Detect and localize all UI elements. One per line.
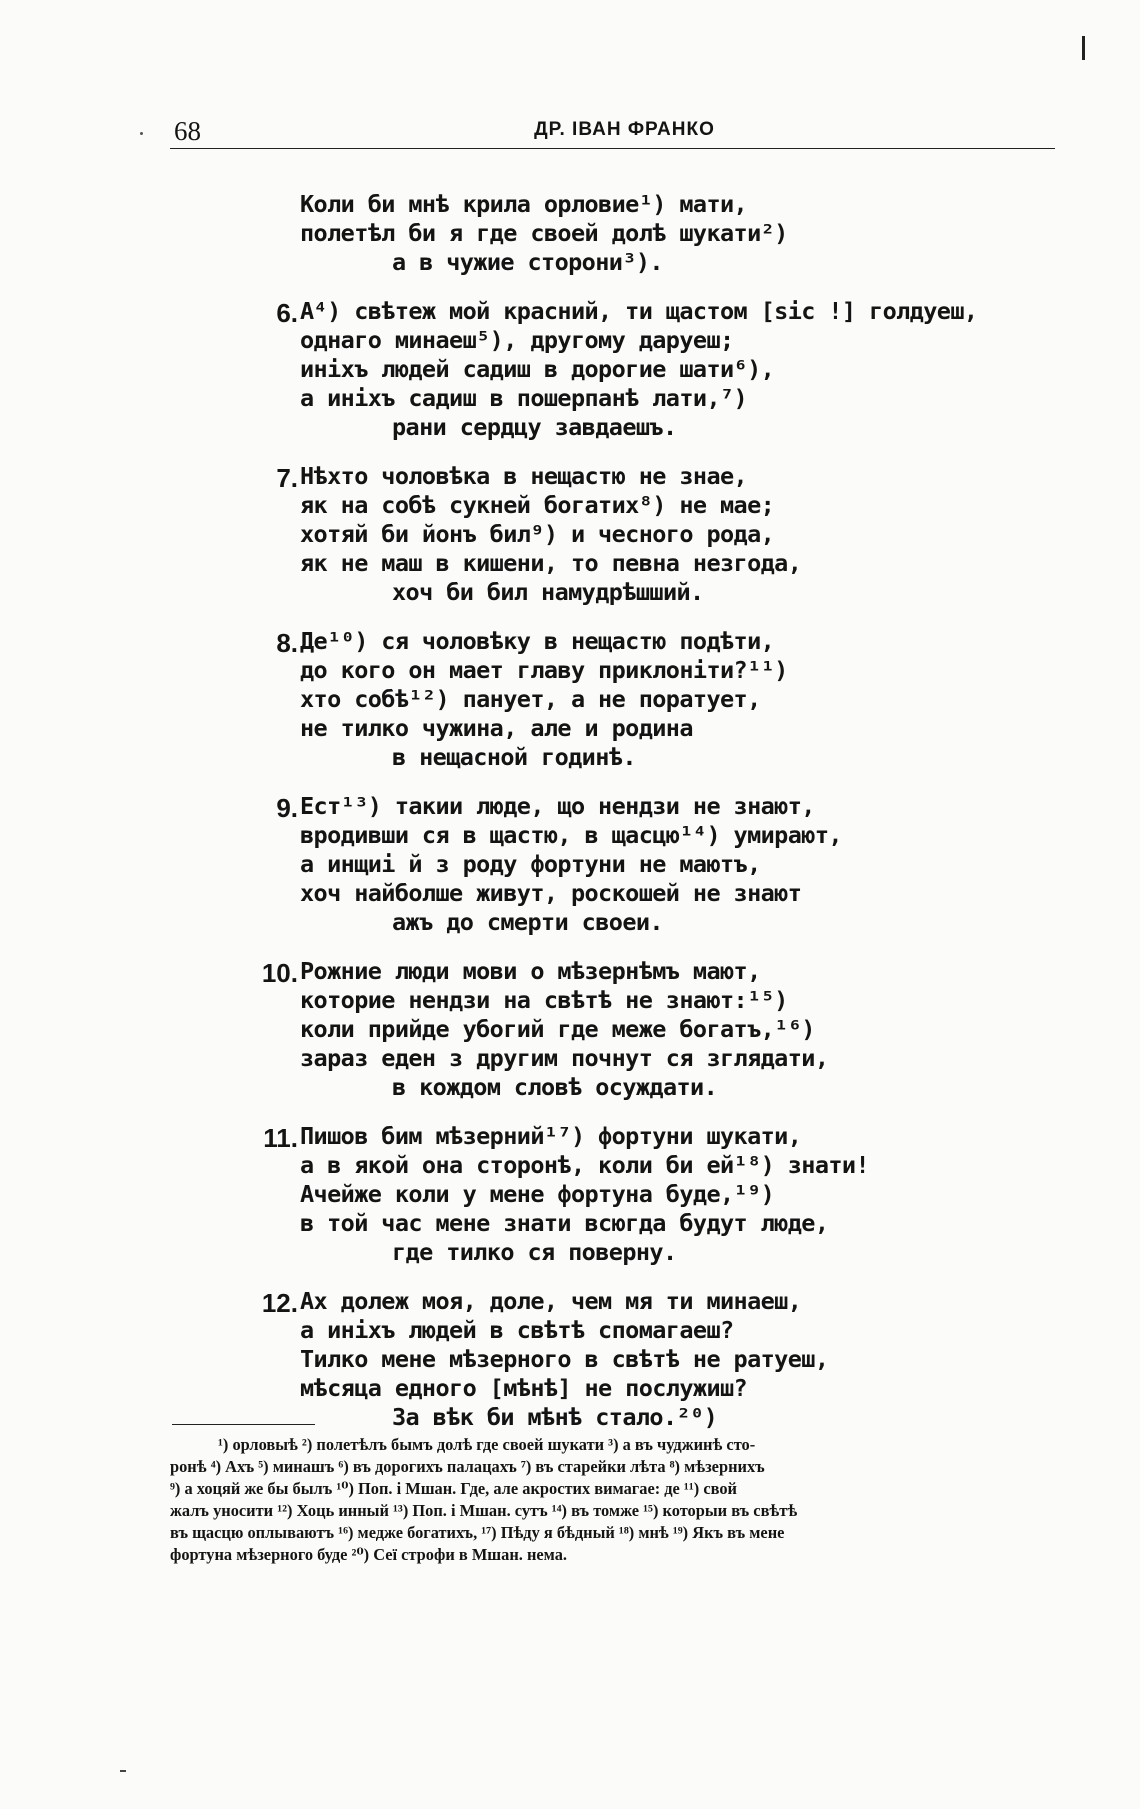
verse-line: которие нендзи на свѣтѣ не знают:¹⁵): [300, 986, 788, 1014]
verse-line: мѣсяца едного [мѣнѣ] не послужиш?: [300, 1374, 748, 1402]
scan-bottom-mark: [120, 1770, 126, 1772]
verse-line: хоч найболше живут, роскошей не знают: [300, 879, 802, 907]
verse-line: Коли би мнѣ крила орловие¹) мати,: [300, 190, 748, 218]
footnote-line: ¹) орловыѣ ²) полетѣлъ бымъ долѣ где своей шукати ³) а въ чуджинѣ сто-: [218, 1435, 756, 1454]
verse-line: як не маш в кишени, то певна незгода,: [300, 549, 802, 577]
verse-line: Ах долеж моя, доле, чем мя ти минаеш,: [300, 1287, 802, 1315]
verse-line: За вѣк би мѣнѣ стало.²⁰): [392, 1403, 718, 1431]
verse-line: зараз еден з другим почнут ся зглядати,: [300, 1044, 829, 1072]
verse-line: коли прийде убогий где меже богатъ,¹⁶): [300, 1015, 815, 1043]
verse-line: а иніхъ людей в свѣтѣ спомагаеш?: [300, 1316, 734, 1344]
verse-line: не тилко чужина, але и родина: [300, 714, 693, 742]
verse-line: в той час мене знати всюгда будут люде,: [300, 1209, 829, 1237]
footnote-line: ⁹) а хоцяй же бы былъ ¹⁰) Поп. і Мшан. Где, але акростих вимагае: де ¹¹) свой: [170, 1479, 737, 1498]
running-title: ДР. ІВАН ФРАНКО: [534, 119, 715, 140]
stanza: [261, 957, 1060, 1102]
page-header: [170, 114, 1055, 149]
verse-line: в нещасной годинѣ.: [392, 743, 636, 771]
verse-line: а инщиі й з роду фортуни не маютъ,: [300, 850, 761, 878]
verse-line: а в чужие сторони³).: [392, 248, 663, 276]
footnote-separator: [172, 1424, 315, 1425]
verse-line: А⁴) свѣтеж мой красний, ти щастом [sic !] голдуеш,: [300, 297, 978, 325]
verse-line: Тилко мене мѣзерного в свѣтѣ не ратуеш,: [300, 1345, 829, 1373]
verse-line: Ест¹³) такии люде, що нендзи не знают,: [300, 792, 815, 820]
verse-line: рани сердцу завдаешъ.: [392, 413, 677, 441]
stanza: [300, 190, 1060, 277]
verse-line: где тилко ся поверну.: [392, 1238, 677, 1266]
verse-line: иніхъ людей садиш в дорогие шати⁶),: [300, 355, 775, 383]
verse-line: однаго минаеш⁵), другому даруеш;: [300, 326, 734, 354]
stanza-number: 10.: [261, 958, 298, 988]
stanza-number: 12.: [261, 1288, 298, 1318]
verse-line: Пишов бим мѣзерний¹⁷) фортуни шукати,: [300, 1122, 802, 1150]
page-number: 68: [174, 116, 201, 146]
footnotes: [170, 1434, 1058, 1566]
verse-line: Ачейже коли у мене фортуна буде,¹⁹): [300, 1180, 775, 1208]
verse-line: а в якой она сторонѣ, коли би ей¹⁸) знати!: [300, 1151, 870, 1179]
verse-line: полетѣл би я где своей долѣ шукати²): [300, 219, 788, 247]
stanza: [276, 297, 1060, 442]
verse-line: як на собѣ сукней богатих⁸) не мае;: [300, 491, 775, 519]
stanza: [276, 627, 1060, 772]
verse-line: хотяй би йонъ бил⁹) и чесного рода,: [300, 520, 775, 548]
footnote-line: ронѣ ⁴) Ахъ ⁵) минашъ ⁶) въ дорогихъ палацахъ ⁷) въ старейки лѣта ⁸) мѣзерниxъ: [170, 1457, 765, 1476]
verse-line: Рожние люди мови о мѣзернѣмъ мают,: [300, 957, 761, 985]
verse-line: в кождом словѣ осуждати.: [392, 1073, 718, 1101]
stanza: [261, 1287, 1060, 1432]
poem-body: [261, 190, 1060, 1452]
stanza-number: 7.: [276, 463, 298, 493]
stanza-number: 8.: [276, 628, 298, 658]
footnote-line: въ щасцю оплываютъ ¹⁶) медже богатихъ, ¹⁷) Пѣду я бѣдный ¹⁸) мнѣ ¹⁹) Якъ въ мене: [170, 1523, 785, 1542]
verse-line: а иніхъ садиш в пошерпанѣ лати,⁷): [300, 384, 748, 412]
stanza-number: 9.: [276, 793, 298, 823]
stanza-number: 11.: [263, 1123, 298, 1153]
stanza-number: 6.: [276, 298, 298, 328]
verse-line: до кого он мает главу приклоніти?¹¹): [300, 656, 788, 684]
footnote-line: фортуна мѣзерного буде ²⁰) Сеї строфи в Мшан. нема.: [170, 1545, 568, 1564]
verse-line: хто собѣ¹²) панует, а не поратует,: [300, 685, 761, 713]
verse-line: Де¹⁰) ся чоловѣку в нещастю подѣти,: [300, 627, 775, 655]
stanza: [276, 462, 1060, 607]
verse-line: Нѣхто чоловѣка в нещастю не знае,: [300, 462, 748, 490]
stanza: [276, 792, 1060, 937]
verse-line: вродивши ся в щастю, в щасцю¹⁴) умирают,: [300, 821, 842, 849]
stanza: [263, 1122, 1060, 1267]
verse-line: ажъ до смерти своеи.: [392, 908, 663, 936]
verse-line: хоч би бил намудрѣшший.: [392, 578, 704, 606]
scan-edge-mark: [1082, 36, 1085, 60]
scan-dot-mark: [140, 132, 143, 135]
footnote-line: жалъ уносити ¹²) Хоць инный ¹³) Поп. і Мшан. сутъ ¹⁴) въ томже ¹⁵) которыи въ свѣтѣ: [170, 1501, 798, 1520]
